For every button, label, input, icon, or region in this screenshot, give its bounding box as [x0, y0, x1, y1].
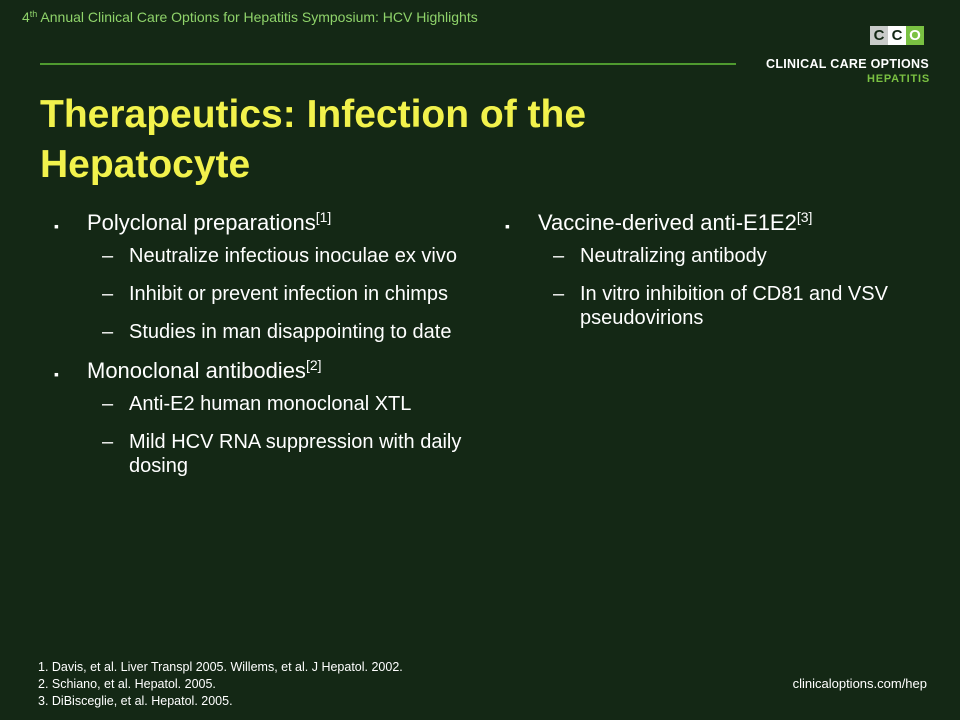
logo-name: CLINICAL CARE OPTIONS: [766, 57, 930, 71]
sub-item: [54, 392, 494, 416]
header-text: [22, 9, 478, 25]
header-ordinal-number: 4: [22, 9, 30, 25]
right-column: [505, 210, 925, 344]
dash-bullet-icon: –: [553, 245, 565, 267]
citation-ref: [2]: [305, 357, 322, 373]
footer-url: clinicaloptions.com/hep: [792, 676, 927, 691]
square-bullet-icon: [505, 213, 510, 240]
dash-bullet-icon: –: [102, 431, 114, 453]
logo-mark: [870, 26, 924, 45]
slide-title-line-1: Therapeutics: Infection of the: [40, 93, 587, 136]
sub-item: [54, 282, 494, 306]
dash-bullet-icon: –: [102, 283, 114, 305]
references: [38, 659, 403, 710]
sub-list-vaccine: [505, 244, 925, 330]
header-divider: [40, 63, 736, 65]
logo-letter-o: O: [906, 26, 924, 45]
reference-item: 3. DiBisceglie, et al. Hepatol. 2005.: [38, 694, 233, 708]
sub-item-text: Anti-E2 human monoclonal XTL: [129, 393, 412, 415]
sub-item-text: Inhibit or prevent infection in chimps: [129, 283, 449, 305]
sub-item-text: Mild HCV RNA suppression with daily dosing: [129, 431, 462, 477]
logo-subtitle: HEPATITIS: [866, 73, 930, 85]
sub-list-monoclonal: [54, 392, 494, 478]
sub-item: [54, 430, 494, 478]
dash-bullet-icon: –: [102, 321, 114, 343]
bullet-vaccine: [505, 210, 925, 236]
reference-item: 1. Davis, et al. Liver Transpl 2005. Willems, et al. J Hepatol. 2002.: [38, 660, 403, 674]
sub-item-text: Studies in man disappointing to date: [129, 321, 452, 343]
header-ordinal-suffix: th: [29, 9, 38, 19]
left-column: [54, 210, 494, 492]
slide-title: [40, 90, 740, 190]
square-bullet-icon: [54, 361, 59, 388]
dash-bullet-icon: –: [102, 393, 114, 415]
bullet-text: Monoclonal antibodies: [87, 358, 306, 383]
logo-letter-c2: C: [888, 26, 906, 45]
sub-item: [54, 244, 494, 268]
bullet-polyclonal: [54, 210, 494, 236]
sub-item: [505, 244, 925, 268]
header-title: Annual Clinical Care Options for Hepatitis Symposium: HCV Highlights: [37, 9, 478, 25]
citation-ref: [1]: [315, 209, 332, 225]
bullet-text: Vaccine-derived anti-E1E2: [538, 210, 797, 235]
bullet-monoclonal: [54, 358, 494, 384]
logo-letter-c1: C: [870, 26, 888, 45]
square-bullet-icon: [54, 213, 59, 240]
reference-item: 2. Schiano, et al. Hepatol. 2005.: [38, 677, 216, 691]
citation-ref: [3]: [796, 209, 813, 225]
bullet-text: Polyclonal preparations: [87, 210, 316, 235]
sub-item: [54, 320, 494, 344]
sub-item-text: In vitro inhibition of CD81 and VSV pseudovirions: [580, 283, 888, 329]
sub-item-text: Neutralize infectious inoculae ex vivo: [129, 245, 457, 267]
cco-logo: [766, 26, 936, 90]
sub-list-polyclonal: [54, 244, 494, 344]
slide-title-line-2: Hepatocyte: [40, 143, 251, 186]
dash-bullet-icon: –: [102, 245, 114, 267]
dash-bullet-icon: –: [553, 283, 565, 305]
sub-item-text: Neutralizing antibody: [580, 245, 767, 267]
sub-item: [505, 282, 925, 330]
